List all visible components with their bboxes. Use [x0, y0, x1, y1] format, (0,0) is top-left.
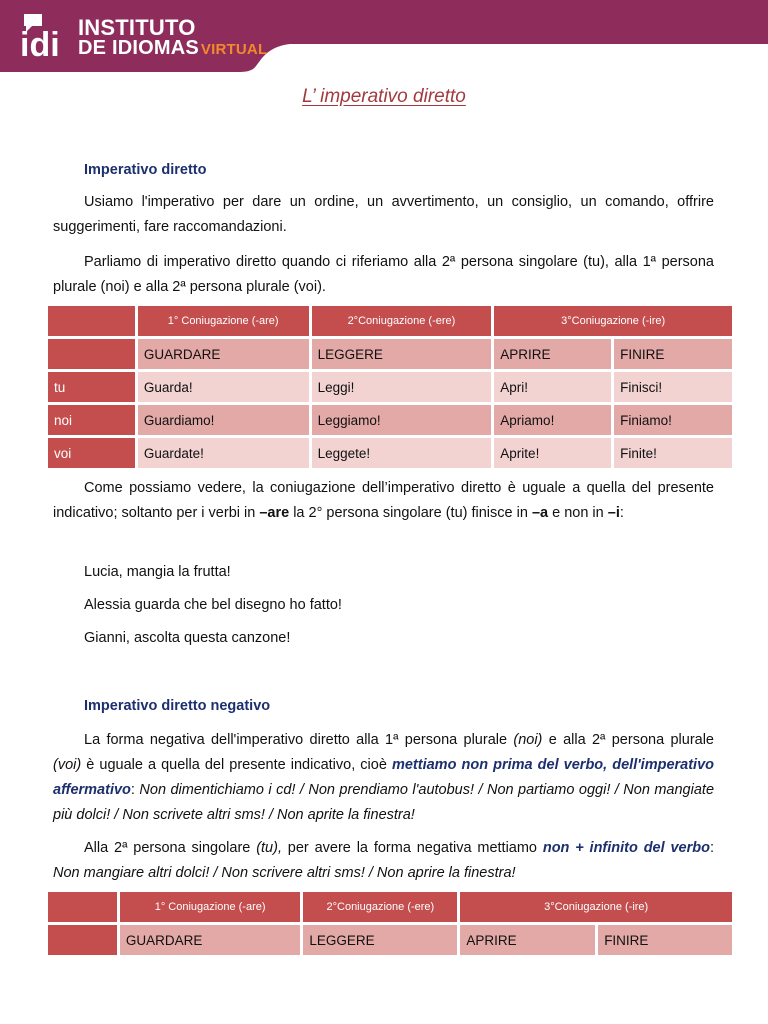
example-sentence: Lucia, mangia la frutta! — [84, 564, 231, 580]
page-title: L’ imperativo diretto — [302, 86, 466, 107]
table-row-head: voi — [48, 438, 135, 468]
table-cell: APRIRE — [494, 339, 611, 369]
table-row — [48, 372, 732, 402]
section2-paragraph1: La forma negativa dell'imperativo diretto alla 1ª persona plurale (noi) e alla 2ª persona plurale (voi) è uguale a quella del presente indicativo, cioè mettiamo non prima del verbo, dell'imperativo affermativo: Non dimentichiamo i cd! / Non prendiamo l'autobus! / Non partiamo oggi! / Non mangiate più dolci! / Non scrivete altri sms! / Non aprite la finestra! — [53, 732, 715, 823]
section1-paragraph3: Come possiamo vedere, la coniugazione dell’imperativo diretto è uguale a quella del presente indicativo; soltanto per i verbi in –are la 2° persona singolare (tu) finisce in –a e non in –i: — [53, 480, 714, 521]
section2-heading: Imperativo diretto negativo — [84, 698, 271, 714]
table-cell: GUARDARE — [120, 925, 300, 955]
example-sentence: Gianni, ascolta questa canzone! — [84, 630, 291, 646]
logo-wordmark — [78, 15, 268, 60]
example-sentence: Alessia guarda che bel disegno ho fatto! — [84, 597, 342, 613]
table-cell: Finite! — [614, 438, 732, 468]
table-cell: FINIRE — [614, 339, 732, 369]
table-cell: Finisci! — [614, 372, 732, 402]
table-row — [48, 339, 732, 369]
table-header-cell: 3°Coniugazione (-ire) — [494, 306, 732, 336]
table-cell: Leggiamo! — [312, 405, 492, 435]
logo-line2: DE IDIOMAS — [78, 37, 199, 59]
table-header-cell: 2°Coniugazione (-ere) — [303, 892, 457, 922]
table-row-head — [48, 925, 117, 955]
table-cell: APRIRE — [460, 925, 595, 955]
table-cell: Leggi! — [312, 372, 492, 402]
table-cell: Aprite! — [494, 438, 611, 468]
conjugation-table — [45, 303, 735, 471]
table-cell: Guardiamo! — [138, 405, 309, 435]
table-row-head — [48, 339, 135, 369]
table-header-cell: 3°Coniugazione (-ire) — [460, 892, 732, 922]
table-cell: FINIRE — [598, 925, 732, 955]
table-cell: Finiamo! — [614, 405, 732, 435]
logo-abbr: idi — [20, 26, 60, 60]
section1-heading: Imperativo diretto — [84, 162, 207, 178]
table-cell: Guardate! — [138, 438, 309, 468]
table-row-head: tu — [48, 372, 135, 402]
logo-line1: INSTITUTO — [78, 15, 196, 40]
idi-logo-icon — [18, 12, 76, 60]
section1-paragraph2: Parliamo di imperativo diretto quando ci riferiamo alla 2ª persona singolare (tu), alla 1ª persona plurale (noi) e alla 2ª persona plurale (voi). — [53, 254, 714, 295]
table-row-head: noi — [48, 405, 135, 435]
table-cell: LEGGERE — [303, 925, 457, 955]
table-header-row — [48, 306, 732, 336]
table-row — [48, 438, 732, 468]
table-cell: Guarda! — [138, 372, 309, 402]
header-banner — [0, 0, 768, 74]
table-header-blank — [48, 306, 135, 336]
table-header-cell: 2°Coniugazione (-ere) — [312, 306, 492, 336]
table-header-blank — [48, 892, 117, 922]
table-cell: Apriamo! — [494, 405, 611, 435]
table-cell: GUARDARE — [138, 339, 309, 369]
logo-virtual: VIRTUAL — [200, 41, 268, 58]
negative-conjugation-table — [45, 889, 735, 958]
section1-paragraph1: Usiamo l'imperativo per dare un ordine, un avvertimento, un consiglio, un comando, offrire suggerimenti, fare raccomandazioni. — [53, 194, 714, 235]
table-header-cell: 1° Coniugazione (-are) — [120, 892, 300, 922]
section2-paragraph2: Alla 2ª persona singolare (tu), per avere la forma negativa mettiamo non + infinito del verbo: Non mangiare altri dolci! / Non scrivere altri sms! / Non aprire la finestra! — [53, 840, 714, 881]
table-cell: Leggete! — [312, 438, 492, 468]
table-cell: LEGGERE — [312, 339, 492, 369]
table-cell: Apri! — [494, 372, 611, 402]
table-header-cell: 1° Coniugazione (-are) — [138, 306, 309, 336]
table-header-row — [48, 892, 732, 922]
table-row — [48, 925, 732, 955]
table-row — [48, 405, 732, 435]
